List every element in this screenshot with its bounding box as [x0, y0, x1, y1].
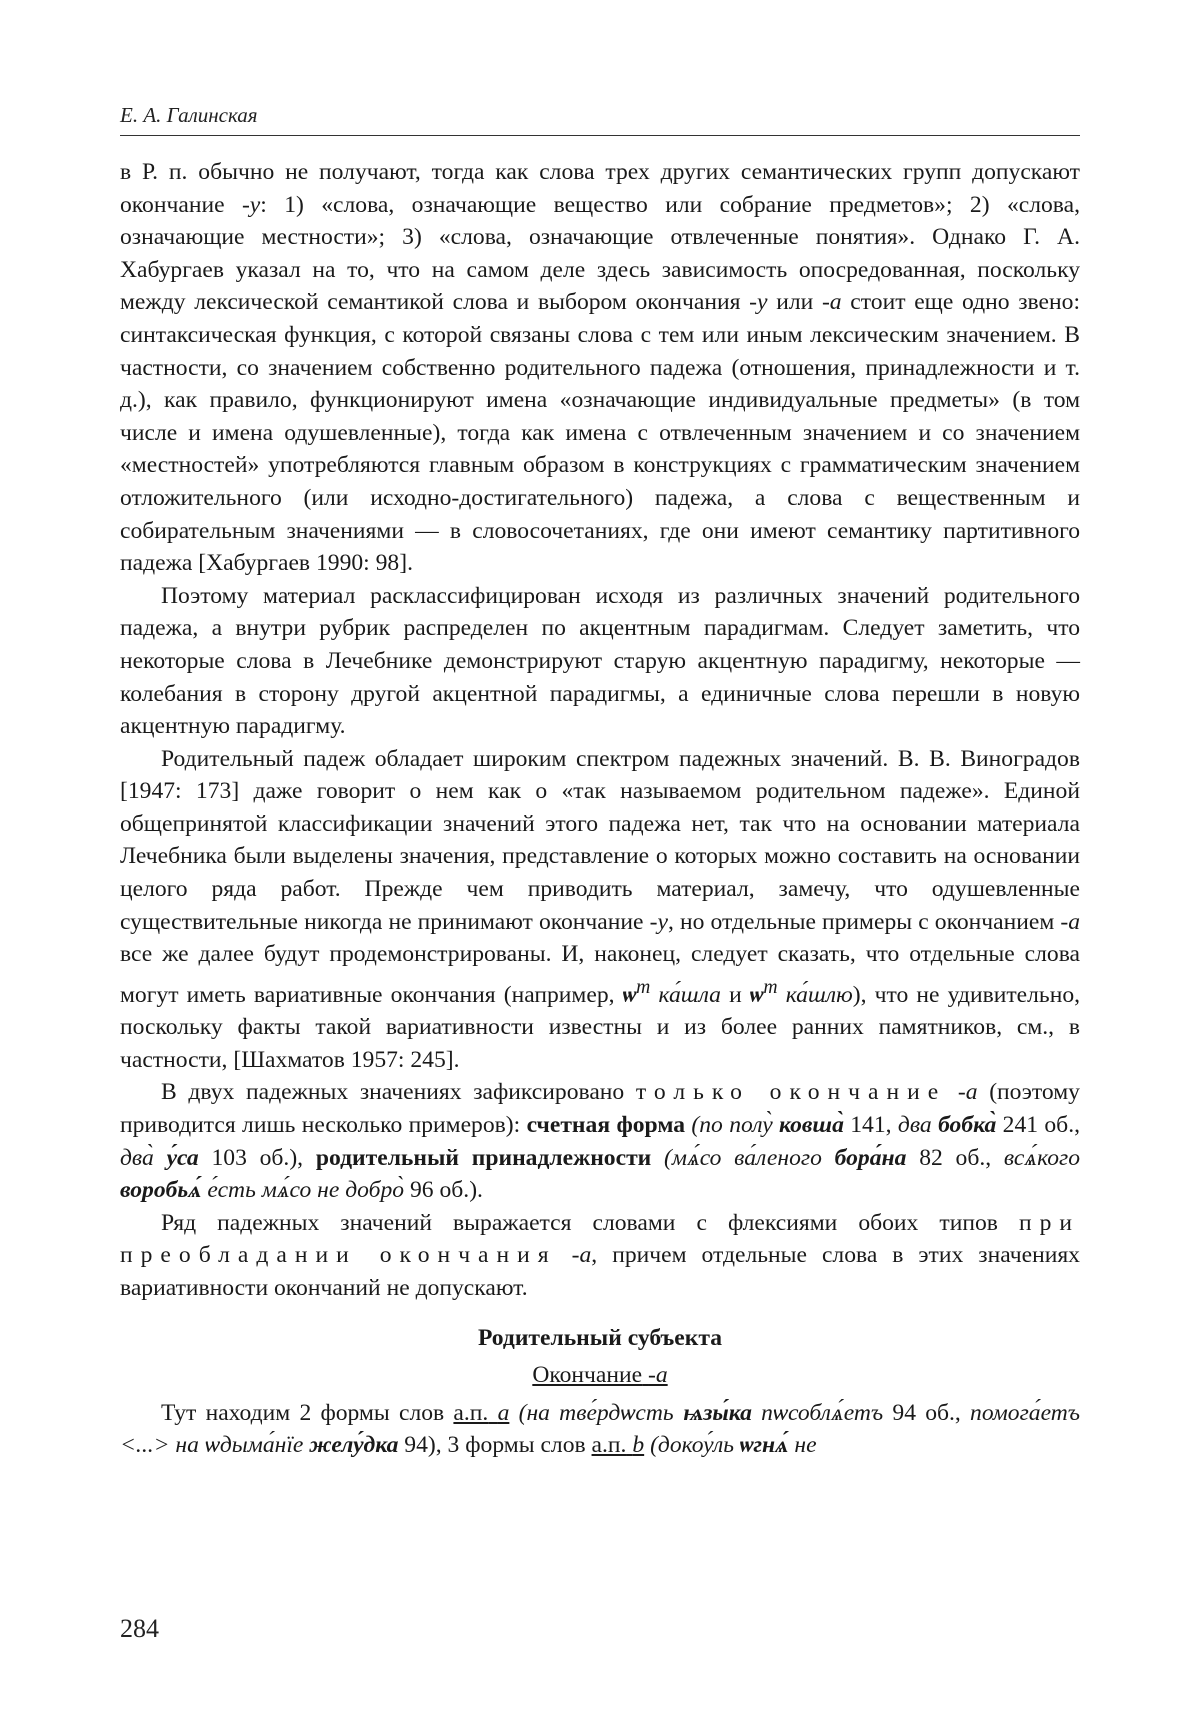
- paragraph-4: В двух падежных значениях зафиксировано только окончание -а (поэтому приводится лишь несколько примеров): счетная форма (по полу̀ ковша̀ 141, два бобка̀ 241 об., два̀ у́са 103 об.), родительный принадлежности (мѧ́со ва́леного бора́на 82 об., всѧ́кого воробьѧ́ е́сть мѧ́со не добро̀ 96 об.).: [120, 1079, 1081, 1204]
- paragraph-2: Поэтому материал расклассифицирован исходя из различных значений родительного падежа, а внутри рубрик распределен по акцентным парадигмам. Следует заметить, что некоторые слова в Лечебнике демонстрируют старую акцентную парадигму, некоторые — колебания в сторону другой акцентной парадигмы, а единичные слова перешли в новую акцентную парадигму.: [120, 582, 1080, 740]
- body-text: [120, 156, 1080, 1462]
- page-number: 284: [120, 1614, 159, 1643]
- running-header-author: Е. А. Галинская: [120, 103, 258, 127]
- section-heading: Родительный субъекта: [477, 1324, 723, 1351]
- paragraph-5: Ряд падежных значений выражается словами с флексиями обоих типов при преобладании окончания -а, причем отдельные слова в этих значениях вариативности окончаний не допускают.: [120, 1209, 1080, 1302]
- accent-paradigm-b: а.п. b: [591, 1432, 645, 1459]
- section-subheading: Окончание -а: [532, 1362, 668, 1389]
- paragraph-6: Тут находим 2 формы слов а.п. а (на тве́рдѡсть ѩзы́ка пѡсоблѧ́етъ 94 об., помога́етъ <...> на ѡдыма́нїе желу́дка 94), 3 формы слов а.п. b (докоу́ль ѡгнѧ́ не: [120, 1399, 1081, 1459]
- header-rule: [120, 135, 1080, 136]
- paragraph-1: в Р. п. обычно не получают, тогда как слова трех других семантических групп допускают окончание -у: 1) «слова, означающие вещество или собрание предметов»; 2) «слова, означающие местности»; 3) «слова, означающие отвлеченные понятия». Однако Г. А. Хабургаев указал на то, что на самом деле здесь зависимость опосредованная, поскольку между лексической семантикой слова и выбором окончания -у или -а стоит еще одно звено: синтаксическая функция, с которой связаны слова с тем или иным лексическим значением. В частности, со значением собственно родительного падежа (отношения, принадлежности и т. д.), как правило, функционируют имена «означающие индивидуальные предметы» (в том числе и имена одушевленные), тогда как имена с отвлеченным значением и со значением «местностей» употребляются главным образом в конструкциях с грамматическим значением отложительного (или исходно-достигательного) падежа, а слова с вещественным и собирательным значениями — в словосочетаниях, где они имеют семантику партитивного падежа [Хабургаев 1990: 98].: [120, 159, 1081, 577]
- paragraph-3: Родительный падеж обладает широким спектром падежных значений. В. В. Виноградов [1947: 173] даже говорит о нем как о «так называемом родительном падеже». Единой общепринятой классификации значений этого падежа нет, так что на основании материала Лечебника были выделены значения, представление о которых можно составить на основании целого ряда работ. Прежде чем приводить материал, замечу, что одушевленные существительные никогда не принимают окончание -у, но отдельные примеры с окончанием -а все же далее будут продемонстрированы. И, наконец, следует сказать, что отдельные слова могут иметь вариативные окончания (например, $ѡ^т$ ка́шла и $ѡ^т$ ка́шлю), что не удивительно, поскольку факты такой вариативности известны и из более ранних памятников, см., в частности, [Шахматов 1957: 245].: [120, 745, 1081, 1073]
- accent-paradigm-a: а.п. а: [453, 1399, 510, 1426]
